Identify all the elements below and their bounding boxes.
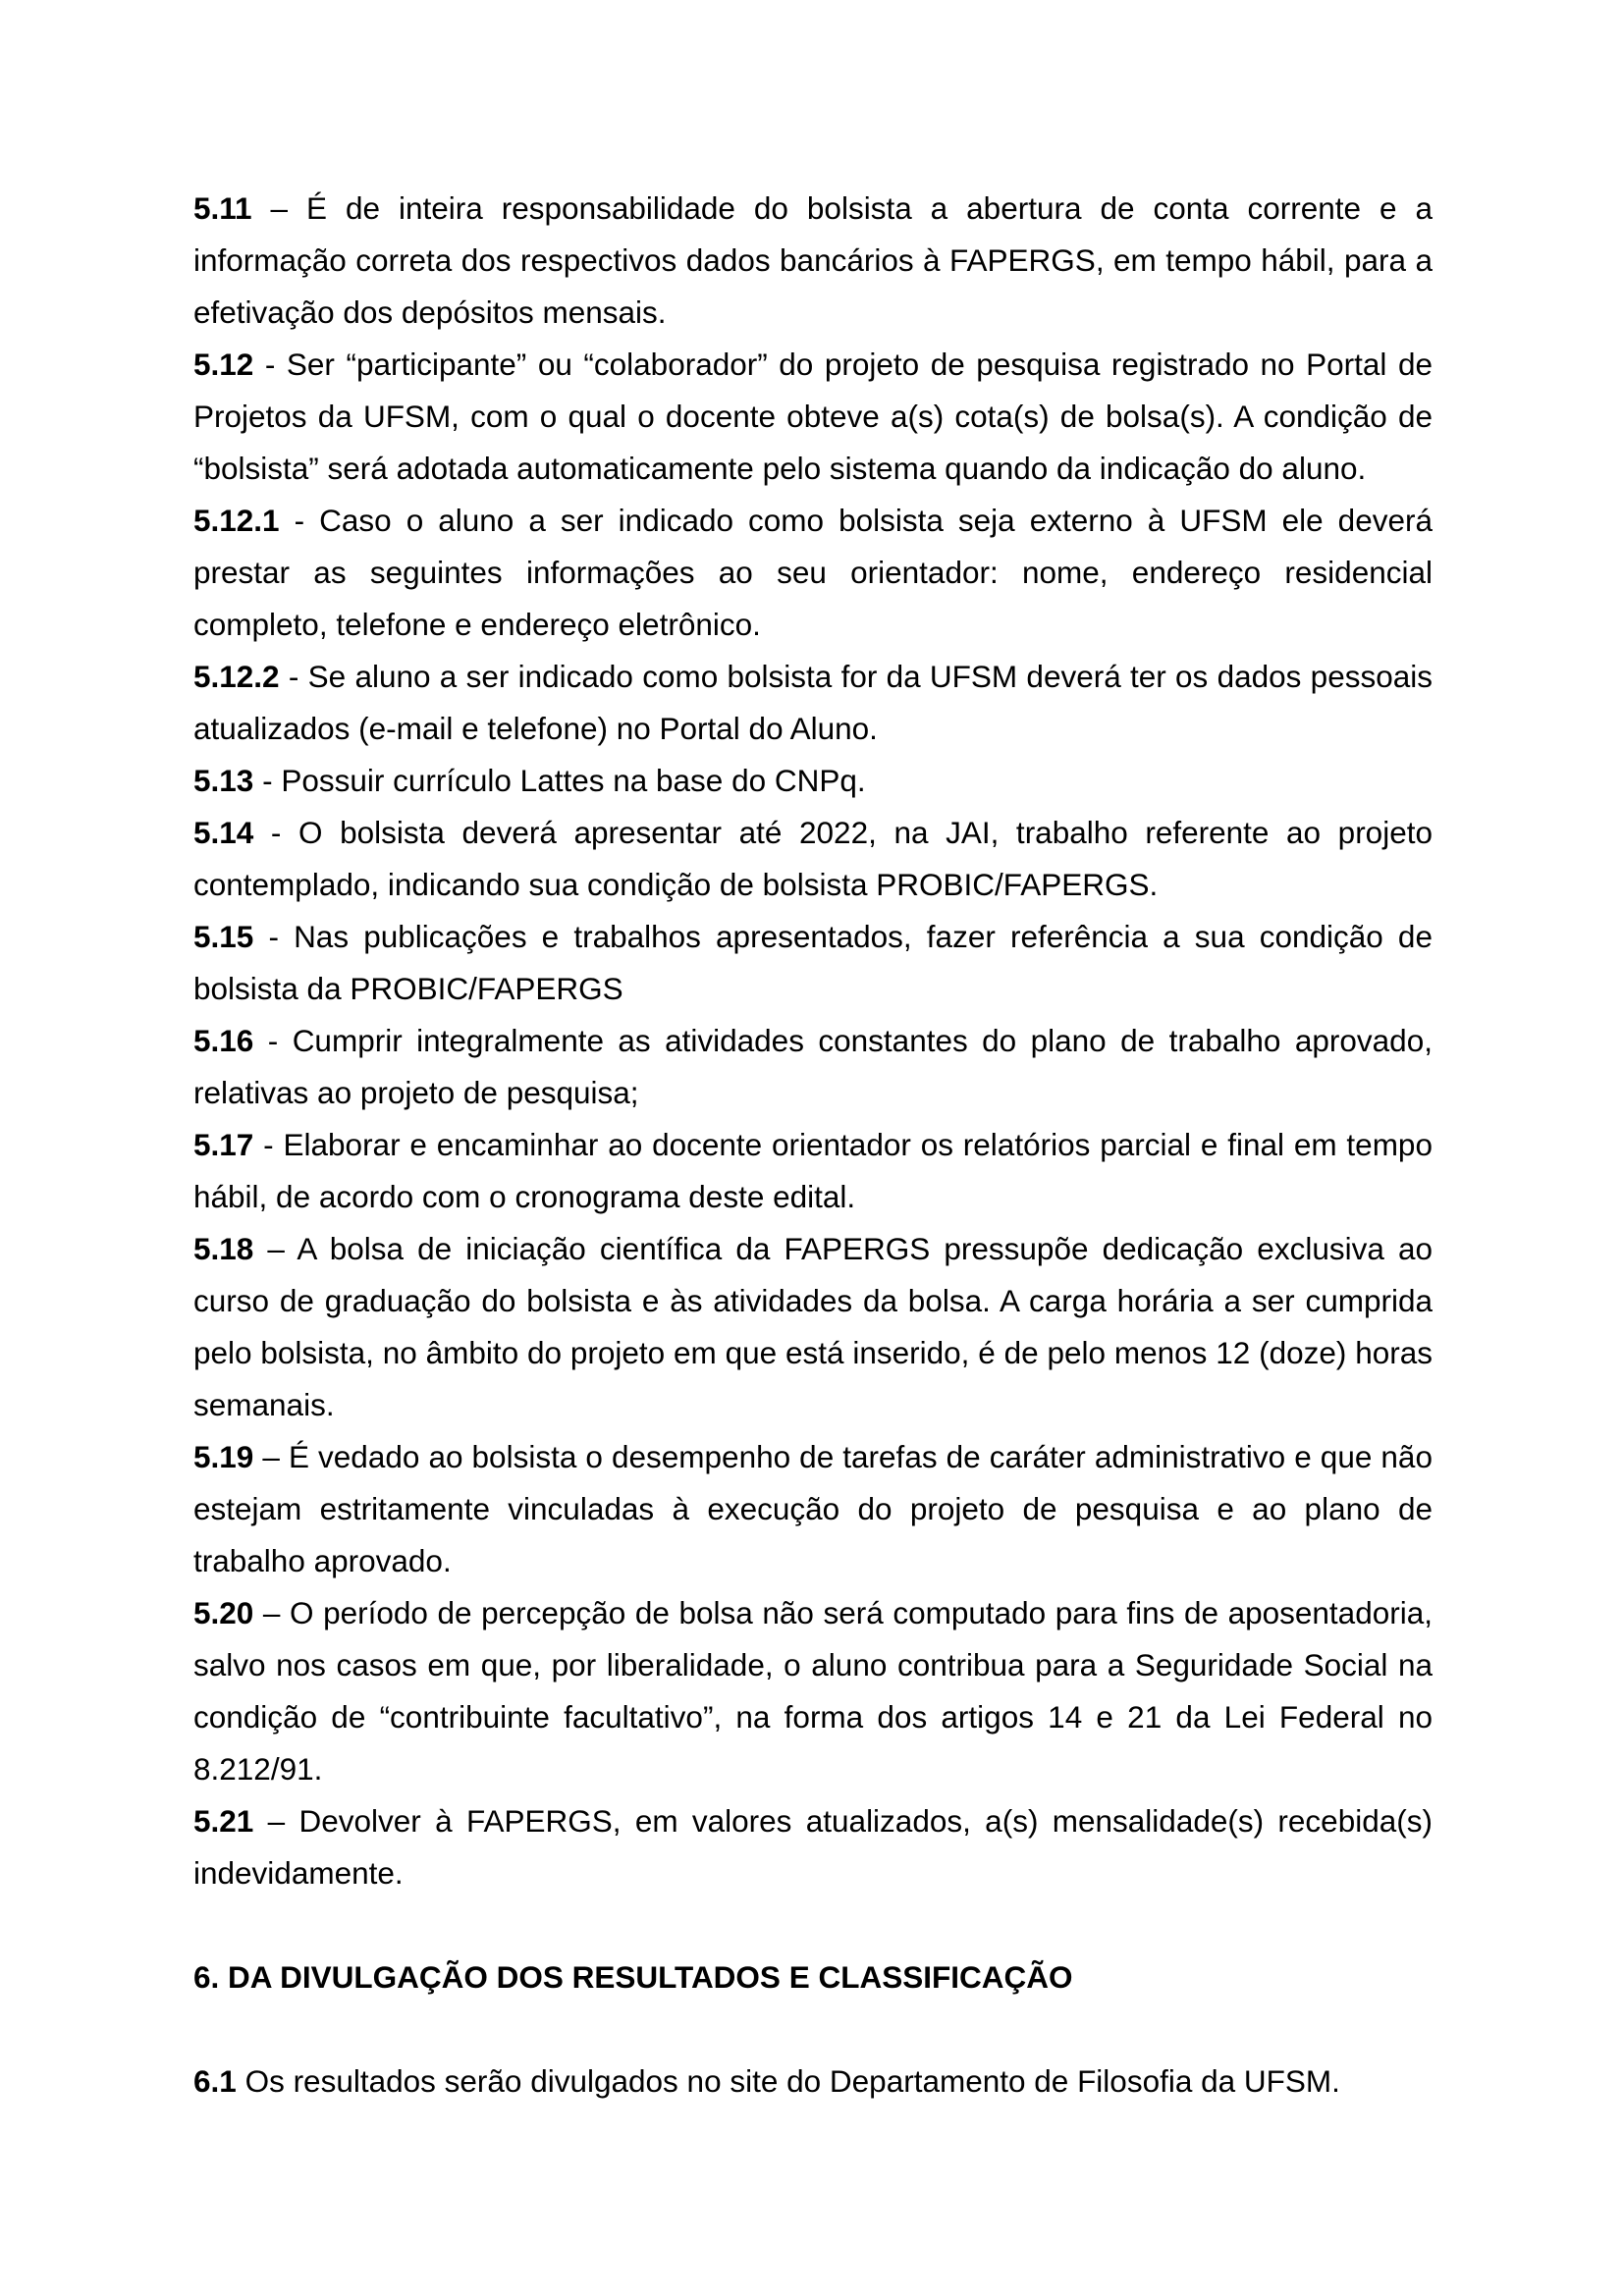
item-separator: - xyxy=(294,503,305,538)
item-5-13 xyxy=(193,755,1433,807)
item-separator: – xyxy=(267,1231,285,1266)
item-number: 6.1 xyxy=(193,2063,237,2099)
item-5-18 xyxy=(193,1223,1433,1431)
item-number: 5.19 xyxy=(193,1439,254,1474)
item-text: Elaborar e encaminhar ao docente orientador os relatórios parcial e final em tempo hábil, de acordo com o cronograma deste edital. xyxy=(193,1127,1433,1214)
item-5-21 xyxy=(193,1795,1433,1899)
item-5-12 xyxy=(193,339,1433,495)
item-5-15 xyxy=(193,911,1433,1015)
item-separator: - xyxy=(263,1127,274,1162)
item-separator: - xyxy=(267,1023,279,1058)
item-number: 5.20 xyxy=(193,1595,254,1630)
item-number: 5.11 xyxy=(193,190,252,226)
item-text: Nas publicações e trabalhos apresentados, fazer referência a sua condição de bolsista da PROBIC/FAPERGS xyxy=(193,919,1433,1006)
item-separator: – xyxy=(267,1803,286,1839)
item-separator: - xyxy=(268,919,279,954)
item-separator: – xyxy=(270,190,289,226)
item-separator: - xyxy=(288,659,299,694)
item-5-11 xyxy=(193,183,1433,339)
item-separator: – xyxy=(262,1439,280,1474)
item-text: Devolver à FAPERGS, em valores atualizados, a(s) mensalidade(s) recebida(s) indevidamente. xyxy=(193,1803,1433,1891)
item-5-14 xyxy=(193,807,1433,911)
item-text: A bolsa de iniciação científica da FAPERGS pressupõe dedicação exclusiva ao curso de graduação do bolsista e às atividades da bolsa. A carga horária a ser cumprida pelo bolsista, no âmbito do projeto em que está inserido, é de pelo menos 12 (doze) horas semanais. xyxy=(193,1231,1433,1422)
item-6-1 xyxy=(193,2056,1433,2108)
item-5-12-2 xyxy=(193,651,1433,755)
item-text: Possuir currículo Lattes na base do CNPq. xyxy=(281,763,866,798)
item-text: Caso o aluno a ser indicado como bolsista seja externo à UFSM ele deverá prestar as seguintes informações ao seu orientador: nome, endereço residencial completo, telefone e endereço eletrônico. xyxy=(193,503,1433,642)
item-5-12-1 xyxy=(193,495,1433,651)
item-number: 5.16 xyxy=(193,1023,254,1058)
item-5-17 xyxy=(193,1119,1433,1223)
item-number: 5.13 xyxy=(193,763,254,798)
section-6-heading: 6. DA DIVULGAÇÃO DOS RESULTADOS E CLASSIFICAÇÃO xyxy=(193,1959,1073,1995)
item-number: 5.21 xyxy=(193,1803,254,1839)
item-text: É vedado ao bolsista o desempenho de tarefas de caráter administrativo e que não estejam estritamente vinculadas à execução do projeto de pesquisa e ao plano de trabalho aprovado. xyxy=(193,1439,1433,1578)
item-number: 5.12.2 xyxy=(193,659,280,694)
item-number: 5.15 xyxy=(193,919,254,954)
item-text: É de inteira responsabilidade do bolsista a abertura de conta corrente e a informação correta dos respectivos dados bancários à FAPERGS, em tempo hábil, para a efetivação dos depósitos mensais. xyxy=(193,190,1433,330)
item-text: Ser “participante” ou “colaborador” do projeto de pesquisa registrado no Portal de Projetos da UFSM, com o qual o docente obteve a(s) cota(s) de bolsa(s). A condição de “bolsista” será adotada automaticamente pelo sistema quando da indicação do aluno. xyxy=(193,347,1433,486)
item-number: 5.12.1 xyxy=(193,503,280,538)
document-content xyxy=(193,183,1433,2108)
item-text: Os resultados serão divulgados no site do Departamento de Filosofia da UFSM. xyxy=(244,2063,1340,2099)
item-text: Se aluno a ser indicado como bolsista for da UFSM deverá ter os dados pessoais atualizados (e-mail e telefone) no Portal do Aluno. xyxy=(193,659,1433,746)
item-separator: – xyxy=(262,1595,281,1630)
item-number: 5.18 xyxy=(193,1231,254,1266)
item-text: O período de percepção de bolsa não será computado para fins de aposentadoria, salvo nos casos em que, por liberalidade, o aluno contribua para a Seguridade Social na condição de “contribuinte facultativo”, na forma dos artigos 14 e 21 da Lei Federal no 8.212/91. xyxy=(193,1595,1433,1787)
item-text: O bolsista deverá apresentar até 2022, na JAI, trabalho referente ao projeto contemplado, indicando sua condição de bolsista PROBIC/FAPERGS. xyxy=(193,815,1433,902)
item-text: Cumprir integralmente as atividades constantes do plano de trabalho aprovado, relativas ao projeto de pesquisa; xyxy=(193,1023,1433,1110)
item-separator: - xyxy=(262,763,273,798)
item-5-19 xyxy=(193,1431,1433,1587)
item-number: 5.12 xyxy=(193,347,254,382)
item-number: 5.14 xyxy=(193,815,254,850)
item-separator: - xyxy=(270,815,282,850)
item-5-16 xyxy=(193,1015,1433,1119)
item-separator: - xyxy=(264,347,276,382)
item-number: 5.17 xyxy=(193,1127,254,1162)
item-5-20 xyxy=(193,1587,1433,1795)
